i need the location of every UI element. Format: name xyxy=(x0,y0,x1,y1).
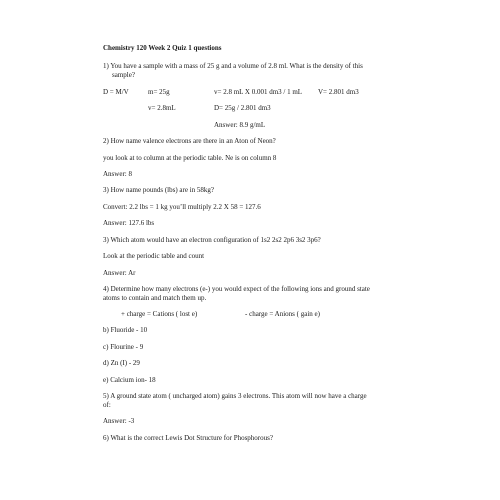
q3b-answer: Answer: Ar xyxy=(103,269,136,277)
q5-answer: Answer: -3 xyxy=(103,417,135,425)
q4-item-b: b) Fluoride - 10 xyxy=(103,326,148,334)
q4-anions-note: - charge = Anions ( gain e) xyxy=(245,310,320,318)
q4-text-line1: 4) Determine how many electrons (e-) you would expect of the following ions and ground state xyxy=(103,285,370,293)
q1-text-line1: 1) You have a sample with a mass of 25 g and a volume of 2.8 ml. What is the density of this xyxy=(103,62,363,70)
q3-answer: Answer: 127.6 lbs xyxy=(103,219,155,227)
q5-text-line1: 5) A ground state atom ( uncharged atom) gains 3 electrons. This atom will now have a charge xyxy=(103,392,367,400)
q3b-work: Look at the periodic table and count xyxy=(103,252,205,260)
q5-text-line2: of: xyxy=(103,401,111,409)
q4-item-e: e) Calcium ion- 18 xyxy=(103,376,156,384)
q1-answer: Answer: 8.9 g/mL xyxy=(214,121,266,129)
q2-answer: Answer: 8 xyxy=(103,170,132,178)
q4-text-line2: atoms to contain and match them up. xyxy=(103,294,207,302)
q6-text: 6) What is the correct Lewis Dot Structure for Phosphorous? xyxy=(103,434,273,442)
q1-mass: m= 25g xyxy=(148,88,170,96)
q1-volume: v= 2.8mL xyxy=(148,104,176,112)
q1-volume-conversion: v= 2.8 mL X 0.001 dm3 / 1 mL xyxy=(214,88,303,96)
q3-text: 3) How name pounds (lbs) are in 58kg? xyxy=(103,186,215,194)
q3b-text: 3) Which atom would have an electron configuration of 1s2 2s2 2p6 3s2 3p6? xyxy=(103,236,321,244)
q4-item-c: c) Flourine - 9 xyxy=(103,343,144,351)
q2-text: 2) How name valence electrons are there in an Aton of Neon? xyxy=(103,137,276,145)
q1-volume-result: V= 2.801 dm3 xyxy=(318,88,359,96)
document-title: Chemistry 120 Week 2 Quiz 1 questions xyxy=(103,44,222,52)
q4-item-d: d) Zn (I) - 29 xyxy=(103,359,140,367)
q4-cations-note: + charge = Cations ( lost e) xyxy=(121,310,198,318)
q1-density-calc: D= 25g / 2.801 dm3 xyxy=(214,104,271,112)
q1-formula: D = M/V xyxy=(103,88,129,96)
q3-work: Convert: 2.2 lbs = 1 kg you’ll multiply 2.2 X 58 = 127.6 xyxy=(103,203,261,211)
q1-text-line2: sample? xyxy=(112,71,135,79)
q2-work: you look at to column at the periodic table. Ne is on column 8 xyxy=(103,154,277,162)
